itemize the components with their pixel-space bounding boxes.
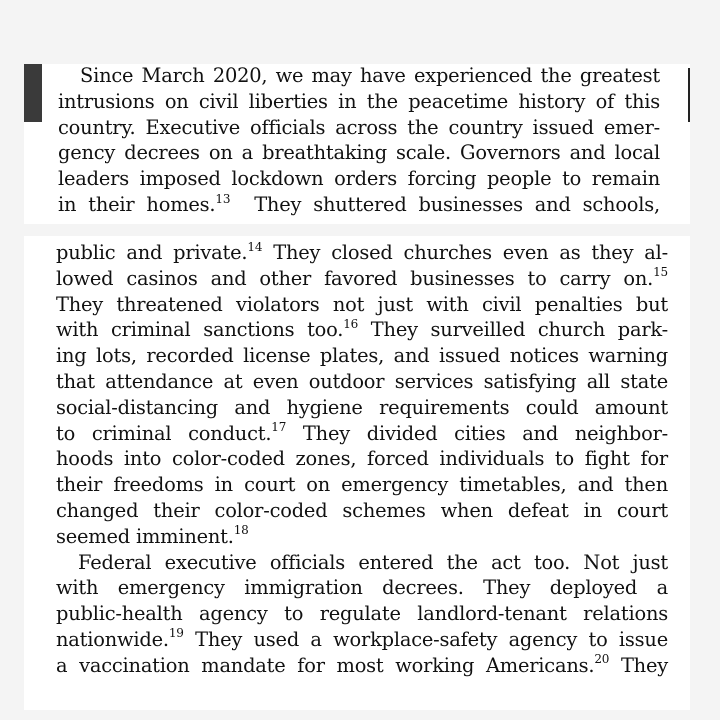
footnote-ref: 19 — [168, 626, 184, 641]
text-line: They threatened violators not just with civil penalties but — [56, 292, 668, 316]
paragraph-top — [58, 63, 660, 218]
text-line: public and private.$^{14}$ They closed churches even as they al- — [56, 239, 668, 264]
text-line: with criminal sanctions too.$^{16}$ They surveilled church park- — [56, 316, 668, 342]
text-line: Since March 2020, we may have experienced the greatest — [80, 64, 660, 87]
text-line: public-health agency to regulate landlord-tenant relations — [56, 602, 668, 626]
text-line: with emergency immigration decrees. They deployed a — [56, 576, 668, 600]
text-line: seemed imminent.$^{18}$ — [56, 523, 249, 548]
text-line: Federal executive officials entered the act too. Not just — [78, 550, 668, 574]
text-line: leaders imposed lockdown orders forcing people to remain — [58, 167, 660, 191]
text-line: ing lots, recorded license plates, and issued notices warning — [56, 344, 668, 368]
text-line: that attendance at even outdoor services satisfying all state — [56, 369, 668, 393]
text-line: to criminal conduct.$^{17}$ They divided cities and neighbor- — [56, 420, 668, 445]
footnote-ref: 15 — [653, 265, 668, 280]
text-line: changed their color-coded schemes when defeat in court — [56, 498, 668, 522]
text-cursor-rule — [688, 68, 690, 122]
text-line: nationwide.$^{19}$ They used a workplace-safety agency to issue — [56, 626, 668, 651]
text-line: country. Executive officials across the country issued emer- — [58, 115, 660, 139]
text-line: in their homes.$^{13}$ They shuttered businesses and schools, — [58, 191, 660, 216]
footnote-ref: 14 — [247, 239, 263, 254]
text-line: lowed casinos and other favored businesses to carry on.$^{15}$ — [56, 265, 668, 290]
footnote-ref: 16 — [343, 316, 359, 331]
text-line: a vaccination mandate for most working Americans.$^{20}$ They — [56, 652, 668, 677]
margin-marker — [24, 64, 42, 122]
text-line: their freedoms in court on emergency timetables, and then — [56, 473, 668, 497]
text-line: gency decrees on a breathtaking scale. Governors and local — [58, 141, 660, 165]
text-line: intrusions on civil liberties in the peacetime history of this — [58, 89, 660, 113]
paragraph-bottom — [56, 240, 668, 679]
footnote-ref: 18 — [233, 523, 249, 538]
footnote-ref: 17 — [271, 420, 287, 435]
footnote-ref: 20 — [594, 652, 610, 667]
text-line: social-distancing and hygiene requirements could amount — [56, 395, 668, 419]
footnote-ref: 13 — [215, 191, 231, 206]
text-line: hoods into color-coded zones, forced individuals to fight for — [56, 447, 668, 471]
